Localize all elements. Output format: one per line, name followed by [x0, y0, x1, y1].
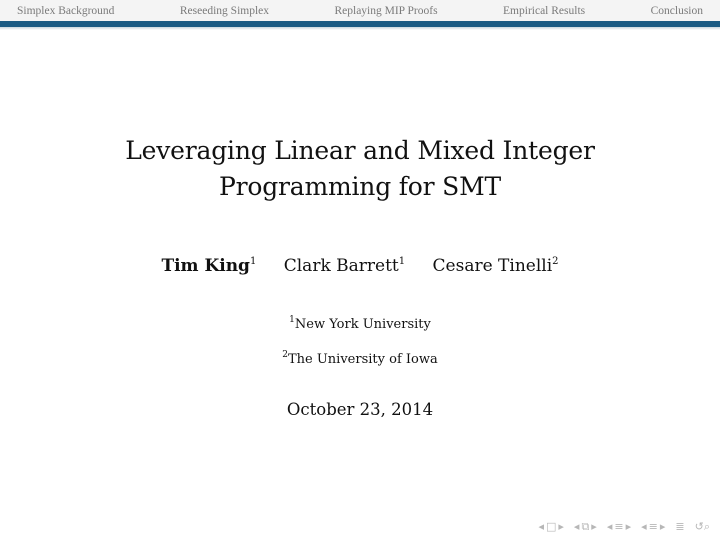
arrow-left-icon[interactable]: ◂: [606, 520, 613, 533]
section-icon[interactable]: ≡: [648, 520, 658, 533]
author-affiliation-mark: 2: [552, 256, 559, 267]
subsection-icon[interactable]: ⧉: [581, 520, 590, 533]
affiliation-name: New York University: [294, 317, 431, 332]
author-name: Cesare Tinelli: [432, 256, 553, 276]
affiliation-nyu: [0, 315, 720, 332]
frame-icon[interactable]: □: [545, 520, 557, 533]
author-tim-king: [161, 256, 256, 276]
author-clark-barrett: [284, 256, 405, 276]
arrow-left-icon[interactable]: ◂: [538, 520, 544, 533]
title-line-2: Programming for SMT: [219, 172, 501, 201]
author-name: Tim King: [161, 256, 250, 276]
affiliation-mark: 2: [282, 350, 288, 360]
author-affiliation-mark: 1: [398, 256, 406, 267]
slide-title: [0, 133, 720, 205]
search-icon[interactable]: ↺⌕: [694, 520, 710, 533]
nav-divider-shadow: [0, 27, 720, 30]
arrow-right-icon[interactable]: ▸: [625, 520, 632, 533]
nav-item-reseeding-simplex[interactable]: Reseeding Simplex: [179, 4, 270, 17]
title-line-1: Leveraging Linear and Mixed Integer: [125, 136, 595, 165]
nav-item-replaying-mip-proofs[interactable]: Replaying MIP Proofs: [334, 4, 438, 17]
affiliation-name: The University of Iowa: [287, 352, 438, 367]
beamer-navigation-symbols: [538, 521, 710, 533]
presentation-date: October 23, 2014: [286, 400, 434, 419]
author-name: Clark Barrett: [283, 256, 399, 276]
affiliation-iowa: [0, 350, 720, 367]
align-icon[interactable]: ≣: [675, 520, 685, 533]
arrow-right-icon[interactable]: ▸: [558, 520, 564, 533]
section-navigation-bar: [0, 0, 720, 21]
affiliation-mark: 1: [289, 315, 295, 325]
nav-item-simplex-background[interactable]: Simplex Background: [17, 4, 115, 17]
arrow-right-icon[interactable]: ▸: [659, 520, 666, 533]
author-affiliation-mark: 1: [249, 256, 257, 267]
arrow-left-icon[interactable]: ◂: [641, 520, 647, 533]
section-icon[interactable]: ≡: [614, 520, 624, 533]
author-list: [0, 256, 720, 276]
arrow-left-icon[interactable]: ◂: [573, 520, 580, 533]
arrow-right-icon[interactable]: ▸: [591, 520, 597, 533]
nav-item-empirical-results[interactable]: Empirical Results: [503, 4, 586, 17]
nav-item-conclusion[interactable]: Conclusion: [650, 4, 703, 17]
author-cesare-tinelli: [433, 256, 559, 276]
